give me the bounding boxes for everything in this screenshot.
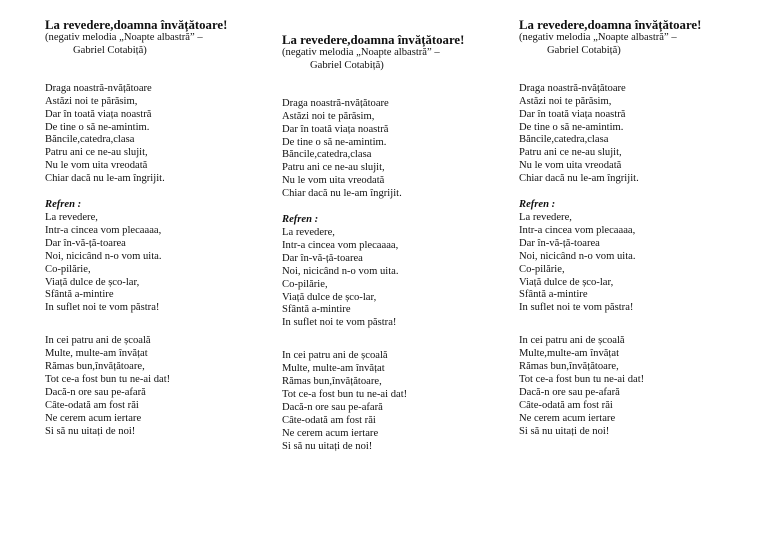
verse-2 — [519, 335, 749, 438]
lyric-line: Si să nu uitați de noi! — [282, 440, 373, 452]
lyric-line: Nu le vom uita vreodată — [282, 175, 385, 187]
lyric-line: Sfântă a-mintire — [45, 289, 114, 301]
lyric-line: La revedere, — [519, 211, 572, 223]
lyric-line: Astăzi noi te părăsim, — [282, 110, 375, 122]
lyric-line: In suflet noi te vom păstra! — [519, 302, 634, 314]
lyric-line: In cei patru ani de școală — [282, 350, 388, 362]
subtitle-line: Gabriel Cotabiță) — [310, 59, 384, 71]
lyric-line: De tine o să ne-amintim. — [282, 136, 387, 148]
song-title: La revedere,doamna învățătoare! — [45, 18, 228, 32]
verse-1 — [519, 83, 749, 186]
lyric-line: Multe,multe-am învățat — [519, 348, 620, 360]
subtitle-line: (negativ melodia „Noapte albastră” – — [45, 32, 203, 43]
lyric-line: Câte-odată am fost răi — [282, 414, 376, 426]
lyric-line: Patru ani ce ne-au slujit, — [45, 147, 148, 159]
lyric-line: Dar în toată viața noastră — [282, 123, 389, 135]
lyric-line: Sfântă a-mintire — [282, 304, 351, 316]
lyric-line: Intr-a cincea vom plecaaaa, — [519, 224, 636, 236]
lyric-line: Dar în toată viața noastră — [45, 108, 152, 120]
lyric-line: Dacă-n ore sau pe-afară — [282, 401, 383, 413]
lyric-line: Astăzi noi te părăsim, — [45, 95, 138, 107]
lyric-line: Si să nu uitați de noi! — [519, 425, 610, 437]
refrain — [519, 199, 749, 315]
lyric-line: Viață dulce de șco-lar, — [282, 291, 377, 303]
verse-1 — [282, 98, 512, 201]
lyrics-column-3 — [519, 18, 749, 438]
lyric-line: Câte-odată am fost răi — [519, 399, 613, 411]
song-subtitle — [45, 32, 275, 58]
subtitle-line: (negativ melodia „Noapte albastră” – — [519, 32, 677, 43]
lyric-line: Astăzi noi te părăsim, — [519, 95, 612, 107]
lyric-line: De tine o să ne-amintim. — [519, 121, 624, 133]
lyric-line: Băncile,catedra,clasa — [45, 134, 135, 146]
lyric-line: Nu le vom uita vreodată — [519, 160, 622, 172]
refrain — [282, 214, 512, 330]
lyrics-column-2 — [282, 33, 512, 453]
lyric-line: Dacă-n ore sau pe-afară — [519, 386, 620, 398]
subtitle-line: Gabriel Cotabiță) — [547, 44, 621, 56]
lyric-line: Noi, nicicând n-o vom uita. — [519, 250, 636, 262]
verse-2 — [282, 350, 512, 453]
song-title: La revedere,doamna învățătoare! — [519, 18, 702, 32]
lyric-line: Dacă-n ore sau pe-afară — [45, 386, 146, 398]
song-title: La revedere,doamna învățătoare! — [282, 33, 465, 47]
lyric-line: La revedere, — [282, 226, 335, 238]
lyric-line: Băncile,catedra,clasa — [519, 134, 609, 146]
lyric-line: Draga noastră-nvățătoare — [519, 82, 626, 94]
song-subtitle — [282, 47, 512, 73]
lyric-line: Noi, nicicând n-o vom uita. — [282, 265, 399, 277]
lyric-line: In suflet noi te vom păstra! — [45, 302, 160, 314]
lyric-line: Tot ce-a fost bun tu ne-ai dat! — [282, 388, 408, 400]
lyric-line: Multe, multe-am învățat — [45, 348, 148, 360]
lyric-line: Patru ani ce ne-au slujit, — [519, 147, 622, 159]
lyric-line: Rămas bun,învățătoare, — [45, 361, 145, 373]
lyric-line: Noi, nicicând n-o vom uita. — [45, 250, 162, 262]
lyric-line: Câte-odată am fost răi — [45, 399, 139, 411]
verse-2 — [45, 335, 275, 438]
lyric-line: Ne cerem acum iertare — [519, 412, 616, 424]
lyric-line: Multe, multe-am învățat — [282, 363, 385, 375]
refrain-label: Refren : — [45, 199, 82, 211]
lyric-line: In cei patru ani de școală — [519, 335, 625, 347]
lyric-line: Dar în-vă-ță-toarea — [282, 252, 363, 264]
lyric-line: Viață dulce de șco-lar, — [519, 276, 614, 288]
lyric-line: Intr-a cincea vom plecaaaa, — [282, 239, 399, 251]
lyric-line: Sfântă a-mintire — [519, 289, 588, 301]
lyric-line: Co-pilărie, — [282, 278, 328, 290]
lyric-line: Si să nu uitați de noi! — [45, 425, 136, 437]
lyric-line: Intr-a cincea vom plecaaaa, — [45, 224, 162, 236]
lyric-line: La revedere, — [45, 211, 98, 223]
refrain-label: Refren : — [282, 214, 319, 226]
song-subtitle — [519, 32, 749, 58]
lyric-line: Co-pilărie, — [519, 263, 565, 275]
lyric-line: Dar în toată viața noastră — [519, 108, 626, 120]
lyric-line: Draga noastră-nvățătoare — [45, 82, 152, 94]
lyric-line: Dar în-vă-ță-toarea — [45, 237, 126, 249]
lyric-line: Draga noastră-nvățătoare — [282, 97, 389, 109]
lyric-line: Ne cerem acum iertare — [45, 412, 142, 424]
lyric-line: In suflet noi te vom păstra! — [282, 317, 397, 329]
lyric-line: Chiar dacă nu le-am îngrijit. — [282, 188, 402, 200]
lyric-line: Ne cerem acum iertare — [282, 427, 379, 439]
lyric-line: In cei patru ani de școală — [45, 335, 151, 347]
lyrics-column-1 — [45, 18, 275, 438]
lyric-line: Patru ani ce ne-au slujit, — [282, 162, 385, 174]
refrain-label: Refren : — [519, 199, 556, 211]
lyric-line: Nu le vom uita vreodată — [45, 160, 148, 172]
verse-1 — [45, 83, 275, 186]
lyric-line: Co-pilărie, — [45, 263, 91, 275]
lyric-line: Rămas bun,învățătoare, — [519, 361, 619, 373]
subtitle-line: (negativ melodia „Noapte albastră” – — [282, 47, 440, 58]
lyric-line: De tine o să ne-amintim. — [45, 121, 150, 133]
lyric-line: Dar în-vă-ță-toarea — [519, 237, 600, 249]
lyric-line: Chiar dacă nu le-am îngrijit. — [45, 173, 165, 185]
lyric-line: Viață dulce de șco-lar, — [45, 276, 140, 288]
lyric-line: Băncile,catedra,clasa — [282, 149, 372, 161]
subtitle-line: Gabriel Cotabiță) — [73, 44, 147, 56]
lyric-line: Tot ce-a fost bun tu ne-ai dat! — [519, 373, 645, 385]
lyric-line: Tot ce-a fost bun tu ne-ai dat! — [45, 373, 171, 385]
lyric-line: Chiar dacă nu le-am îngrijit. — [519, 173, 639, 185]
refrain — [45, 199, 275, 315]
lyric-line: Rămas bun,învățătoare, — [282, 376, 382, 388]
